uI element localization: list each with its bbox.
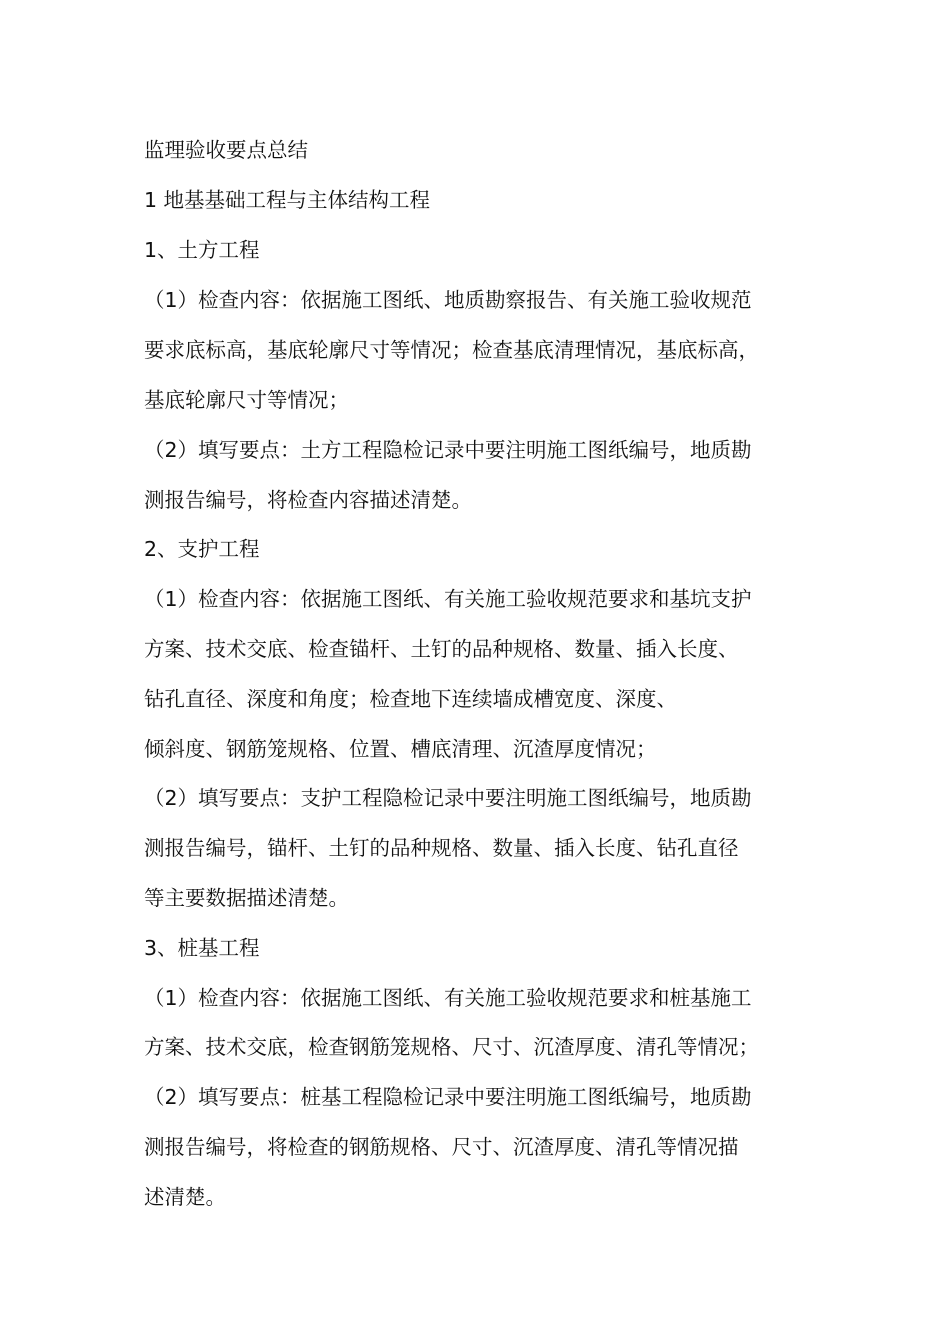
subsection-heading: 2、支护工程	[144, 537, 260, 561]
paragraph-line: （1）检查内容：依据施工图纸、地质勘察报告、有关施工验收规范	[144, 288, 752, 312]
paragraph-line: （2）填写要点：桩基工程隐检记录中要注明施工图纸编号，地质勘	[144, 1085, 752, 1109]
subsection-heading: 3、桩基工程	[144, 936, 260, 960]
paragraph-line: 测报告编号，将检查内容描述清楚。	[144, 488, 472, 512]
paragraph-line: （1）检查内容：依据施工图纸、有关施工验收规范要求和基坑支护	[144, 587, 752, 611]
paragraph-line: 测报告编号，锚杆、土钉的品种规格、数量、插入长度、钻孔直径	[144, 836, 739, 860]
paragraph-line: （2）填写要点：土方工程隐检记录中要注明施工图纸编号，地质勘	[144, 438, 752, 462]
subsection-heading: 1、土方工程	[144, 238, 260, 262]
paragraph-line: 钻孔直径、深度和角度；检查地下连续墙成槽宽度、深度、	[144, 687, 677, 711]
paragraph-line: （2）填写要点：支护工程隐检记录中要注明施工图纸编号，地质勘	[144, 786, 752, 810]
paragraph-line: 基底轮廓尺寸等情况；	[144, 388, 349, 412]
paragraph-line: 倾斜度、钢筋笼规格、位置、槽底清理、沉渣厚度情况；	[144, 737, 657, 761]
document-title: 监理验收要点总结	[144, 138, 308, 162]
paragraph-line: 方案、技术交底、检查锚杆、土钉的品种规格、数量、插入长度、	[144, 637, 739, 661]
paragraph-line: 方案、技术交底，检查钢筋笼规格、尺寸、沉渣厚度、清孔等情况；	[144, 1035, 759, 1059]
paragraph-line: 测报告编号，将检查的钢筋规格、尺寸、沉渣厚度、清孔等情况描	[144, 1135, 739, 1159]
paragraph-line: 述清楚。	[144, 1185, 226, 1209]
paragraph-line: （1）检查内容：依据施工图纸、有关施工验收规范要求和桩基施工	[144, 986, 752, 1010]
paragraph-line: 要求底标高，基底轮廓尺寸等情况；检查基底清理情况，基底标高，	[144, 338, 759, 362]
paragraph-line: 等主要数据描述清楚。	[144, 886, 349, 910]
section-heading: 1 地基基础工程与主体结构工程	[144, 188, 431, 212]
